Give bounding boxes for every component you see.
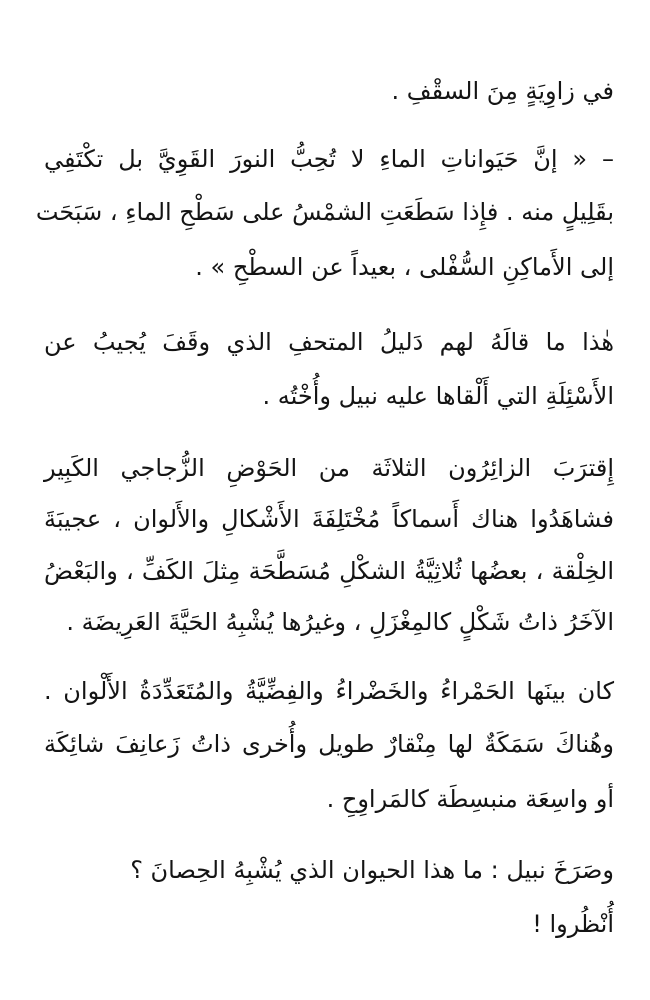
text-line: بقَلِيلٍ منه . فإِذا سَطَعَتِ الشمْسُ على سَطْحِ الماءِ ، سَبَحَت [35,198,614,226]
text-line: إلى الأَماكِنِ السُّفْلى ، بعيداً عن السطْحِ » . [195,253,614,281]
text-line: هٰذا ما قالَهُ لهم دَليلُ المتحفِ الذي وقَفَ يُجيبُ عن [44,328,614,356]
text-line: فشاهَدُوا هناك أَسماكاً مُخْتَلِفَةَ الأَشْكالِ والأَلوان ، عجيبَةَ [44,505,614,533]
text-line: وهُناكَ سَمَكَةٌ لها مِنْقارٌ طويل وأُخرى ذاتُ زَعانِفَ شائِكَة [44,730,614,758]
text-line: الأَسْئِلَةِ التي أَلْقاها عليه نبيل وأُخْتُه . [262,382,614,410]
text-line: وصَرَخَ نبيل : ما هذا الحيوان الذي يُشْبِهُ الحِصانَ ؟ [130,856,614,884]
text-line: الخِلْقة ، بعضُها ثُلاثِيَّةُ الشكْلِ مُسَطَّحَة مِثلَ الكَفِّ ، والبَعْضُ [44,557,614,585]
text-line: في زاوِيَةٍ مِنَ السقْفِ . [391,77,614,105]
text-line: كان بينَها الحَمْراءُ والخَضْراءُ والفِضِّيَّةُ والمُتَعَدِّدَةُ الأَلْوان . [44,677,614,705]
text-line: أو واسِعَة منبسِطَة كالمَراوِحِ . [326,785,614,813]
text-line: إِقترَبَ الزائِرُون الثلاثَة من الحَوْضِ الزُّجاجي الكَبِير [44,454,614,482]
text-line: أُنْظُروا ! [532,910,614,938]
text-line: – « إنَّ حَيَواناتِ الماءِ لا تُحِبُّ النورَ القَوِيَّ بل تكْتَفِي [44,145,614,173]
text-line: الآخَرُ ذاتُ شَكْلٍ كالمِغْزَلِ ، وغيرُها يُشْبِهُ الحَيَّةَ العَرِيضَة . [66,608,614,636]
book-page [35,0,614,1000]
